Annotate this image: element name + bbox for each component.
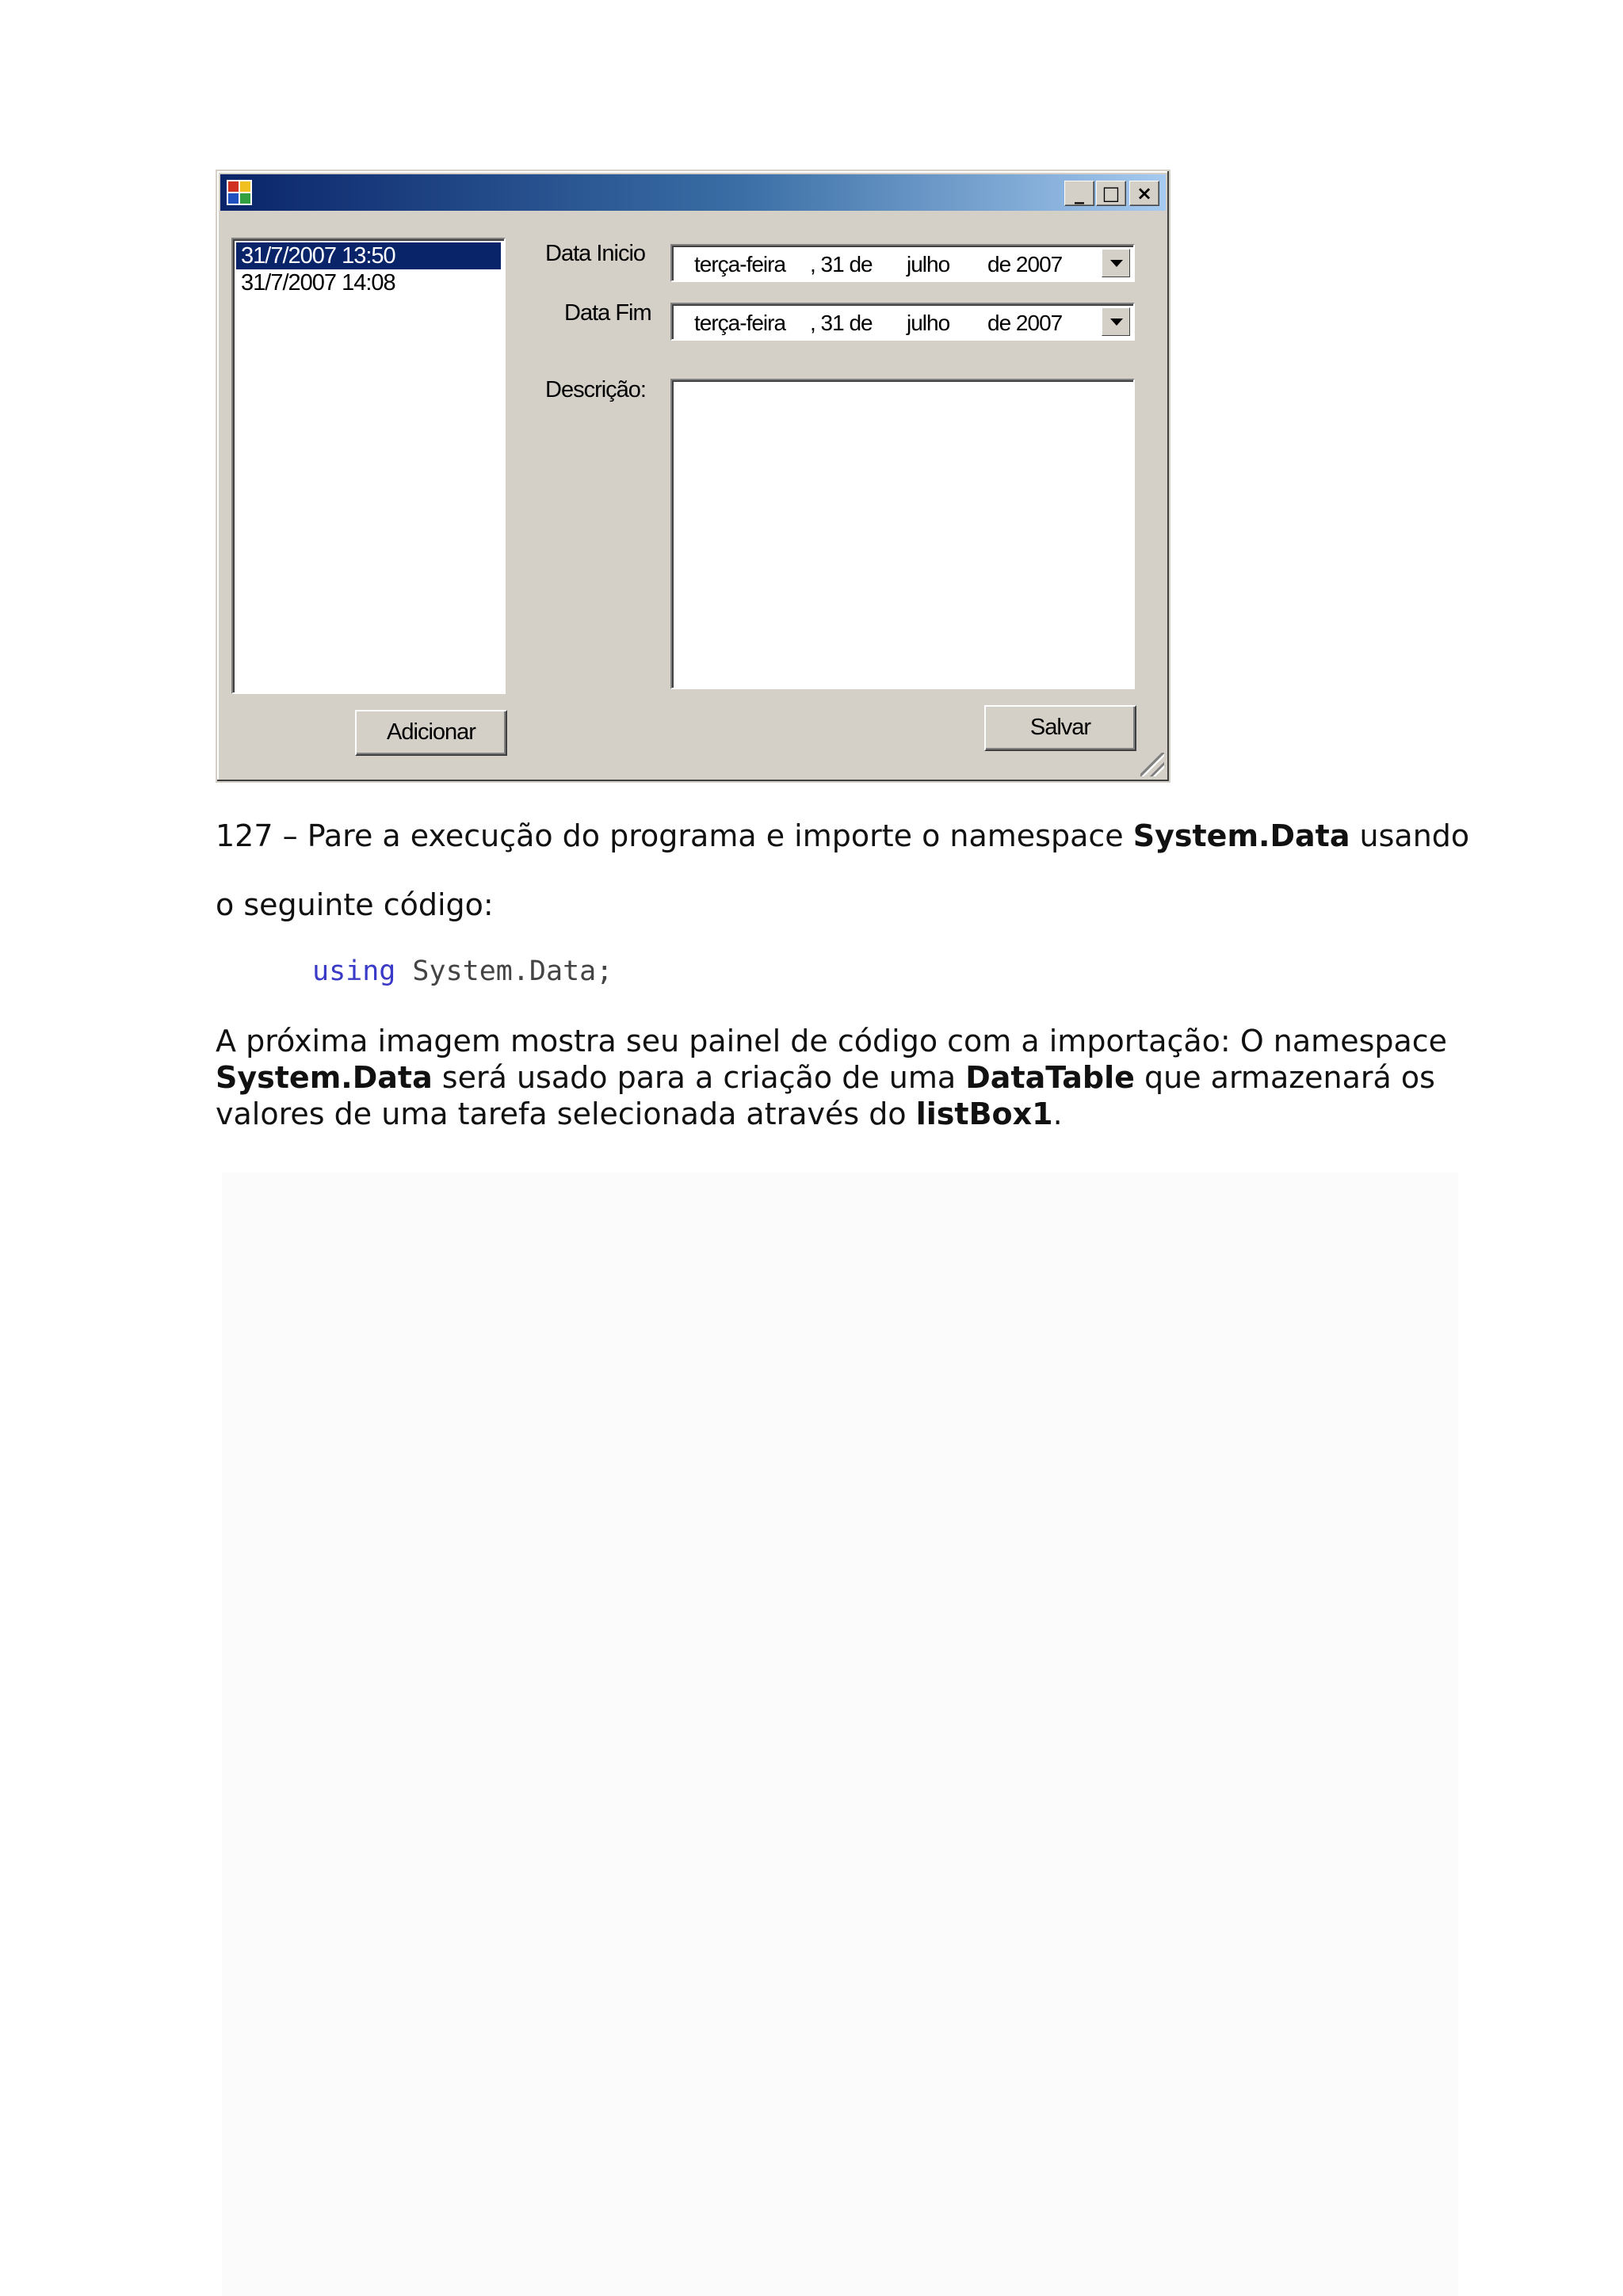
paragraph-line [216,1097,1063,1131]
code-keyword: using [312,955,396,987]
step-text: 127 – Pare a execução do programa e importe o namespace [216,818,1133,853]
data-fim-picker[interactable] [670,303,1135,341]
bold-term: listBox1 [915,1097,1053,1131]
month-text: julho [907,311,950,335]
year-text: de 2007 [987,311,1063,335]
day-text: , 31 de [810,311,873,335]
data-inicio-picker[interactable] [670,244,1135,282]
dropdown-arrow-icon[interactable] [1102,249,1130,277]
month-text: julho [907,252,950,277]
maximize-button[interactable]: □ [1096,181,1126,206]
title-bar[interactable] [220,174,1166,211]
form-window [216,170,1170,783]
close-button[interactable]: × [1129,181,1159,206]
list-item[interactable]: 31/7/2007 13:50 [236,242,501,269]
paragraph-text: que armazenará os [1134,1060,1435,1095]
day-text: , 31 de [810,252,873,277]
descricao-textarea[interactable] [670,379,1135,689]
task-listbox[interactable] [231,238,506,694]
code-snippet [312,954,613,989]
bold-term: DataTable [965,1060,1135,1095]
bold-term: System.Data [216,1060,433,1095]
resize-grip-icon[interactable] [1140,753,1164,776]
step-127-text [216,818,1469,853]
adicionar-button[interactable]: Adicionar [355,710,507,756]
paragraph-text: valores de uma tarefa selecionada através do [216,1097,916,1131]
salvar-button[interactable]: Salvar [984,705,1136,751]
step-127-continuation: o seguinte código: [216,887,494,922]
paragraph-line [216,1060,1435,1095]
weekday-text: terça-feira [694,311,786,335]
data-fim-label: Data Fim [564,300,651,326]
step-text: usando [1350,818,1470,853]
bold-term: System.Data [1132,818,1350,853]
page-background [222,1173,1458,2296]
code-text: System.Data; [395,955,613,987]
paragraph-text: . [1052,1097,1063,1131]
app-icon[interactable] [227,180,252,205]
descricao-label: Descrição: [545,377,646,402]
paragraph-text: será usado para a criação de uma [432,1060,966,1095]
data-inicio-label: Data Inicio [545,241,646,266]
dropdown-arrow-icon[interactable] [1102,307,1130,336]
weekday-text: terça-feira [694,252,786,277]
list-item[interactable]: 31/7/2007 14:08 [241,270,395,296]
year-text: de 2007 [987,252,1063,277]
minimize-button[interactable]: _ [1064,181,1094,206]
paragraph-line: A próxima imagem mostra seu painel de código com a importação: O namespace [216,1024,1448,1058]
